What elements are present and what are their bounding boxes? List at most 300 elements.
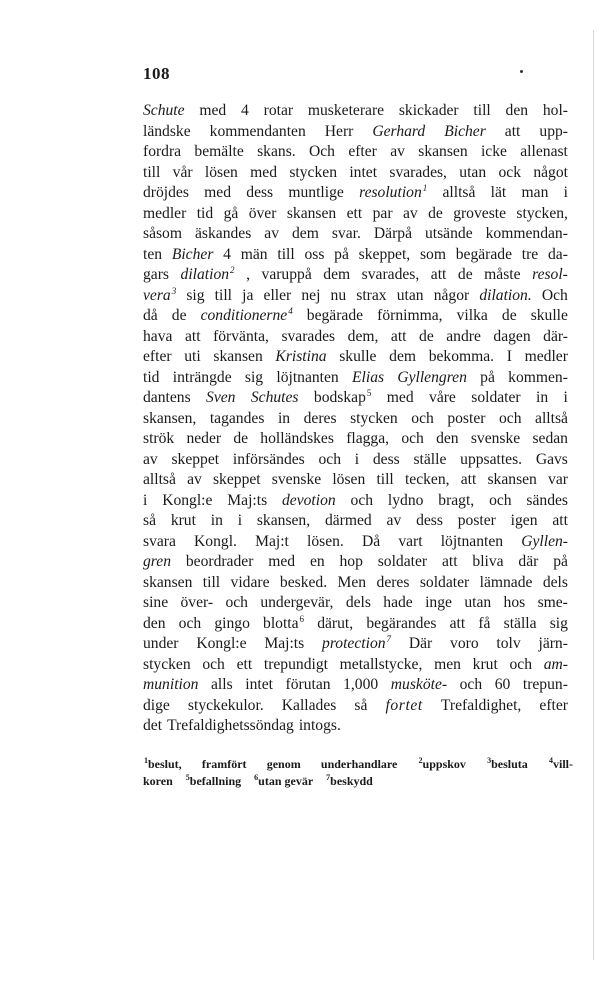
word: intet xyxy=(349,163,378,181)
word: resol- xyxy=(532,266,568,283)
word: utan xyxy=(464,594,492,611)
footnote-marker: 4 xyxy=(548,756,553,765)
word: bliva xyxy=(472,553,504,570)
word: inge xyxy=(425,594,452,611)
word: besked. xyxy=(279,573,328,591)
word: skansen xyxy=(143,573,193,591)
word: begärade xyxy=(306,307,364,324)
word: nej xyxy=(301,286,321,304)
word: kommen- xyxy=(508,368,568,386)
word: så xyxy=(354,696,368,714)
word: bragt, xyxy=(438,491,475,509)
word: förvänta, xyxy=(213,327,269,345)
word: där- xyxy=(543,327,568,345)
word: och xyxy=(202,655,225,673)
word: koren xyxy=(143,774,173,788)
word: efter xyxy=(539,696,568,714)
word: sig xyxy=(244,368,264,386)
word: ten xyxy=(143,245,163,263)
word: lät xyxy=(490,184,507,201)
word: dels xyxy=(542,573,568,591)
word: de xyxy=(501,307,517,324)
word: medler xyxy=(524,348,568,365)
word: och xyxy=(489,491,512,509)
word: medler xyxy=(143,204,187,222)
text-line xyxy=(143,696,568,717)
word: in xyxy=(277,409,291,427)
word: de xyxy=(457,266,473,283)
word: Och xyxy=(309,143,335,160)
text-line xyxy=(143,368,568,389)
word: 60 xyxy=(494,676,511,693)
word: stycken xyxy=(350,409,398,427)
footnote-marker: 5 xyxy=(185,773,190,782)
word: poster xyxy=(457,512,496,529)
word: skansen, xyxy=(256,512,311,529)
word: intet xyxy=(245,676,273,693)
word: Trefaldighetssöndag xyxy=(167,717,294,734)
word: gren xyxy=(143,553,172,570)
word: på xyxy=(334,245,349,263)
word: till xyxy=(277,245,295,263)
word: Kristina xyxy=(275,348,327,365)
word: alltså xyxy=(442,184,476,201)
footnote-marker: 3 xyxy=(487,756,492,765)
word: Schute xyxy=(143,102,185,119)
word: löjtnanten xyxy=(440,532,504,550)
word: det xyxy=(143,717,163,734)
text-line xyxy=(143,204,568,225)
word: munition xyxy=(143,676,199,693)
footnote-marker: 1 xyxy=(422,183,428,193)
word: lösen xyxy=(332,471,366,488)
word: resolution$^1$ xyxy=(359,183,428,201)
word: Bicher xyxy=(171,245,214,263)
word: och xyxy=(178,614,202,632)
footnote-marker: 6 xyxy=(254,773,259,782)
word: utan xyxy=(459,163,487,181)
word: att xyxy=(390,327,407,345)
word: uti xyxy=(184,348,201,365)
word: skeppet, xyxy=(358,245,411,263)
word: då xyxy=(143,307,158,324)
word: Bicher xyxy=(444,122,486,140)
word: skickader xyxy=(398,102,459,119)
word: bodskap$^5$ xyxy=(313,388,372,406)
word: begärandes xyxy=(366,614,437,632)
word: gars xyxy=(143,266,169,283)
word: och xyxy=(225,594,248,611)
text-line xyxy=(143,675,568,696)
text-line xyxy=(143,224,568,245)
word: gingo xyxy=(214,614,250,632)
text-line xyxy=(143,306,568,327)
word: därmed xyxy=(324,512,372,529)
word: skansen xyxy=(418,143,468,160)
word: tecken, xyxy=(404,471,450,488)
printed-dot xyxy=(520,70,523,73)
word: intogs. xyxy=(298,717,341,734)
word: groveste xyxy=(453,204,507,222)
word: sändes xyxy=(526,491,568,509)
word: underhandlare xyxy=(320,757,398,771)
word: införsändes xyxy=(232,450,305,468)
word: musketerare xyxy=(307,102,385,119)
word: svarades, xyxy=(361,266,420,283)
word: på xyxy=(553,553,568,570)
word: soldater xyxy=(471,389,521,406)
word: hop xyxy=(339,553,363,570)
word: därut, xyxy=(317,614,354,632)
word: svar. xyxy=(331,225,361,242)
word: och xyxy=(318,450,342,468)
text-line xyxy=(143,573,568,594)
word: Schutes xyxy=(250,389,299,406)
word: med xyxy=(386,389,414,406)
word: $^6$utan gevär xyxy=(254,773,314,788)
word: am- xyxy=(543,655,568,673)
word: av xyxy=(402,204,418,222)
word: att xyxy=(552,512,568,529)
word: uppsattes. xyxy=(460,450,523,468)
text-line xyxy=(143,163,568,184)
word: de xyxy=(428,204,443,222)
word: hava xyxy=(143,327,173,345)
word: att xyxy=(184,327,201,345)
word: genom xyxy=(266,757,301,771)
word: förutan xyxy=(285,676,331,693)
word: män xyxy=(240,245,268,263)
word: styckekulor. xyxy=(187,696,264,714)
word: sine xyxy=(143,594,169,611)
footnote-marker: 2 xyxy=(418,756,423,765)
word: Maj:ts xyxy=(264,635,305,652)
word: dess xyxy=(416,512,443,529)
word: där xyxy=(518,553,539,570)
word: kommendan- xyxy=(485,225,568,242)
word: av xyxy=(143,450,158,468)
word: alls xyxy=(211,676,233,693)
word: Elias xyxy=(352,368,385,386)
word: Då xyxy=(361,532,381,550)
word: den xyxy=(143,614,166,632)
word: Där xyxy=(408,635,433,652)
word: att xyxy=(430,266,447,283)
word: att xyxy=(449,614,466,632)
word: Kongl:e xyxy=(196,635,247,652)
word: i xyxy=(563,184,568,201)
word: vår xyxy=(172,163,193,181)
word: deres xyxy=(303,409,337,427)
word: med xyxy=(199,102,227,119)
word: soldater xyxy=(377,553,428,570)
word: krut xyxy=(170,512,196,529)
word: tid xyxy=(196,204,214,222)
word: dantens xyxy=(143,389,191,406)
text-line xyxy=(143,122,568,143)
word: nu xyxy=(330,286,347,304)
word: trepun- xyxy=(522,676,568,693)
word: var xyxy=(548,471,568,488)
word: dem xyxy=(292,225,319,242)
word: över xyxy=(248,204,277,222)
word: dess xyxy=(246,184,274,201)
word: dem xyxy=(389,348,417,365)
word: dilation. xyxy=(479,286,532,304)
word: av xyxy=(390,143,405,160)
word: hade xyxy=(383,594,413,611)
word: Sven xyxy=(206,389,236,406)
word: soldater xyxy=(419,573,470,591)
word: tid xyxy=(143,368,160,386)
word: den xyxy=(505,102,529,119)
text-line xyxy=(143,409,568,430)
word: och xyxy=(498,409,522,427)
word: de xyxy=(233,430,249,447)
word: förnimma, xyxy=(377,307,443,324)
word: Maj:ts xyxy=(227,491,268,509)
word: att xyxy=(504,122,521,140)
word: gå xyxy=(223,204,239,222)
word: $^3$besluta xyxy=(487,756,528,771)
body-text xyxy=(143,101,568,737)
text-line xyxy=(143,593,568,614)
word: till xyxy=(214,286,233,304)
footnote-line xyxy=(143,773,573,790)
word: rotar xyxy=(263,102,294,119)
word: men xyxy=(434,655,461,673)
word: och xyxy=(509,655,532,673)
word: vart xyxy=(398,532,423,550)
word: Gyllen- xyxy=(521,532,568,550)
word: $^7$beskydd xyxy=(326,773,373,788)
word: Kongl. xyxy=(194,532,237,550)
word: vidare xyxy=(230,573,270,591)
word: ock xyxy=(498,163,521,181)
word: utan xyxy=(396,286,424,304)
word: efter xyxy=(143,348,172,365)
footnotes xyxy=(143,756,573,790)
word: vilka xyxy=(456,307,488,324)
word: skulle xyxy=(530,307,568,324)
word: ställa xyxy=(503,614,537,632)
word: svenske xyxy=(470,430,521,447)
word: en xyxy=(309,553,325,570)
word: musköte- xyxy=(390,676,448,693)
word: kommendanten xyxy=(209,122,306,140)
word: flagga, xyxy=(346,430,390,447)
word: Trefaldighet, xyxy=(440,696,522,714)
word: ett xyxy=(236,655,253,673)
word: lösen. xyxy=(307,532,344,550)
word: dilation$^2$ xyxy=(180,265,235,283)
word: beordrader xyxy=(185,553,254,570)
footnote-marker: 5 xyxy=(366,388,372,398)
word: holländskes xyxy=(260,430,334,447)
word: allenast xyxy=(520,143,568,160)
word: måste xyxy=(484,266,521,283)
footnote-marker: 2 xyxy=(230,265,235,275)
word: löjtnanten xyxy=(276,368,339,386)
word: i xyxy=(143,491,148,509)
text-line xyxy=(143,634,568,655)
word: man xyxy=(521,184,549,201)
word: de xyxy=(171,307,187,324)
word: Gyllengren xyxy=(397,368,467,386)
word: blotta$^6$ xyxy=(263,613,305,632)
word: skansen, xyxy=(143,409,197,427)
word: devotion xyxy=(281,491,336,509)
word: Herr xyxy=(324,122,354,140)
word: Kongl:e xyxy=(162,491,213,509)
word: $^1$beslut, xyxy=(144,756,182,771)
word: alltså xyxy=(143,471,176,488)
word: svenske xyxy=(271,471,322,488)
word: metallstycke, xyxy=(339,655,423,673)
word: voro xyxy=(450,635,479,652)
word: icke xyxy=(480,143,507,160)
word: till xyxy=(473,102,491,119)
word: fordra xyxy=(143,143,182,160)
text-line xyxy=(143,286,568,307)
word: strax xyxy=(356,286,387,304)
word: sig xyxy=(186,286,205,304)
word: av xyxy=(386,512,402,529)
text-line xyxy=(143,265,568,286)
word: Gavs xyxy=(535,450,568,468)
word: med xyxy=(268,553,296,570)
text-line xyxy=(143,142,568,163)
word: skeppet xyxy=(171,450,220,468)
word: inträngde xyxy=(172,368,232,386)
footnote-marker: 6 xyxy=(299,613,305,624)
word: neder xyxy=(186,430,222,447)
word: 1,000 xyxy=(343,676,379,693)
word: Men xyxy=(337,573,367,591)
word: 4 xyxy=(241,102,249,119)
word: svarades xyxy=(281,327,336,345)
text-line xyxy=(143,429,568,450)
word: skeppet xyxy=(212,471,261,488)
word: 4 xyxy=(223,245,231,263)
word: vera$^3$ xyxy=(143,285,177,304)
word: in xyxy=(210,512,223,529)
word: undergevär, xyxy=(260,594,334,611)
text-line xyxy=(143,327,568,348)
footnote-marker: 7 xyxy=(326,773,331,782)
word: svarades, xyxy=(389,163,447,181)
word: järn- xyxy=(538,635,568,652)
word: sme- xyxy=(537,594,568,611)
word: $^5$befallning xyxy=(185,773,242,788)
word: Kallades xyxy=(281,696,337,714)
word: I xyxy=(506,348,512,365)
text-line xyxy=(143,552,568,573)
word: att xyxy=(441,553,458,570)
word: lösen xyxy=(204,163,238,181)
word: till xyxy=(376,471,394,488)
word: till xyxy=(202,573,221,591)
word: Därpå xyxy=(373,225,412,242)
word: alltså xyxy=(535,409,568,427)
word: fortet xyxy=(385,696,423,714)
word: dess xyxy=(372,450,400,468)
footnote-marker: 3 xyxy=(171,285,177,296)
text-line xyxy=(143,716,568,737)
word: tre xyxy=(521,245,539,263)
word: bekomma. xyxy=(428,348,495,365)
word: och xyxy=(350,491,374,509)
word: som xyxy=(419,245,446,263)
word: skans. xyxy=(257,143,296,160)
word: framfört xyxy=(201,757,247,771)
word: så xyxy=(143,512,156,529)
word: skansen xyxy=(487,471,537,488)
word: dels xyxy=(345,594,371,611)
word: poster xyxy=(447,409,486,427)
word: da- xyxy=(548,245,568,263)
word: svara xyxy=(143,532,176,550)
word: utsände xyxy=(424,225,473,242)
word: av xyxy=(264,225,279,242)
word: muntlige xyxy=(288,184,344,201)
footnote-marker: 1 xyxy=(144,756,148,765)
word: upp- xyxy=(539,122,568,140)
word: och xyxy=(401,430,424,447)
text-line xyxy=(143,450,568,471)
word: conditionerne$^4$ xyxy=(200,306,293,324)
word: efter xyxy=(348,143,377,160)
word: andre xyxy=(446,327,481,345)
page-number: 108 xyxy=(143,64,170,83)
word: stycken xyxy=(289,163,337,181)
word: in xyxy=(536,389,549,406)
word: i xyxy=(354,450,360,468)
word: få xyxy=(478,614,491,632)
word: den xyxy=(436,430,459,447)
text-line xyxy=(143,245,568,266)
word: skansen xyxy=(213,348,263,365)
word: lydno xyxy=(387,491,424,509)
text-line xyxy=(143,101,568,122)
word: par xyxy=(372,204,393,222)
word: lämnade xyxy=(479,573,533,591)
word: tolv xyxy=(496,635,521,652)
word: begärade xyxy=(455,245,513,263)
word: oss xyxy=(304,245,325,263)
word: med xyxy=(250,163,278,181)
text-line xyxy=(143,532,568,553)
word: ett xyxy=(346,204,363,222)
word: hos xyxy=(503,594,526,611)
word: sig xyxy=(549,614,568,632)
word: Gerhard xyxy=(372,122,426,140)
word: dagen xyxy=(493,327,531,345)
word: såsom xyxy=(143,225,182,242)
word: någor xyxy=(433,286,470,304)
word: i xyxy=(237,512,243,529)
word: att xyxy=(460,471,477,488)
word: dige xyxy=(143,696,170,714)
page-edge-line xyxy=(593,30,594,960)
word: $^4$vill- xyxy=(548,756,573,771)
word: dröjdes xyxy=(143,184,189,201)
word: och xyxy=(459,676,483,693)
word: de xyxy=(419,327,434,345)
text-line xyxy=(143,183,568,204)
word: med xyxy=(204,184,232,201)
word: stycken xyxy=(143,655,191,673)
